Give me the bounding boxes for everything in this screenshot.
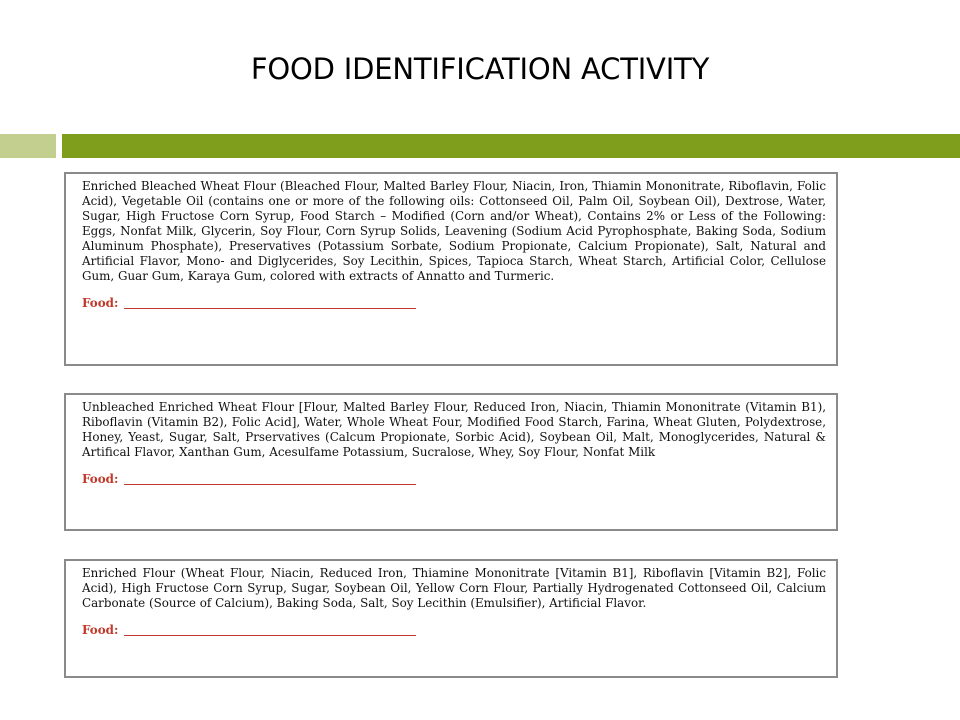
food-answer-blank[interactable] — [124, 484, 416, 485]
food-answer-blank[interactable] — [124, 635, 416, 636]
ingredient-list: Unbleached Enriched Wheat Flour [Flour, Malted Barley Flour, Reduced Iron, Niacin, Thiamin Mononitrate (Vitamin B1), Riboflavin (Vitamin B2), Folic Acid], Water, Whole Wheat Four, Modified Food Starch, Farina, Wheat Gluten, Polydextrose, Honey, Yeast, Sugar, Salt, Prservatives (Calcum Propionate, Sorbic Acid), Soybean Oil, Malt, Monoglycerides, Natural & Artifical Flavor, Xanthan Gum, Acesulfame Potassium, Sucralose, Whey, Soy Flour, Nonfat Milk — [82, 400, 826, 459]
ingredient-card-1 — [64, 172, 838, 366]
food-answer-line — [82, 296, 826, 311]
food-answer-line — [82, 623, 826, 638]
ingredient-list: Enriched Bleached Wheat Flour (Bleached Flour, Malted Barley Flour, Niacin, Iron, Thiamin Mononitrate, Riboflavin, Folic Acid), Vegetable Oil (contains one or more of the following oils: Cottonseed Oil, Palm Oil, Soybean Oil), Dextrose, Water, Sugar, High Fructose Corn Syrup, Food Starch – Modified (Corn and/or Wheat), Contains 2% or Less of the Following: Eggs, Nonfat Milk, Glycerin, Soy Flour, Corn Syrup Solids, Leavening (Sodium Acid Pyrophosphate, Baking Soda, Sodium Aluminum Phosphate), Preservatives (Potassium Sorbate, Sodium Propionate, Calcium Propionate), Salt, Natural and Artificial Flavor, Mono- and Diglycerides, Soy Lecithin, Spices, Tapioca Starch, Wheat Starch, Artificial Color, Cellulose Gum, Guar Gum, Karaya Gum, colored with extracts of Annatto and Turmeric. — [82, 179, 826, 283]
food-label: Food: — [82, 623, 119, 637]
food-answer-line — [82, 472, 826, 487]
food-answer-blank[interactable] — [124, 308, 416, 309]
ingredient-card-2 — [64, 393, 838, 531]
ingredient-card-3 — [64, 559, 838, 678]
slide-title: FOOD IDENTIFICATION ACTIVITY — [250, 52, 710, 86]
accent-bar-dark — [62, 134, 960, 158]
ingredient-list: Enriched Flour (Wheat Flour, Niacin, Reduced Iron, Thiamine Mononitrate [Vitamin B1], Riboflavin [Vitamin B2], Folic Acid), High Fructose Corn Syrup, Sugar, Soybean Oil, Yellow Corn Flour, Partially Hydrogenated Cottonseed Oil, Calcium Carbonate (Source of Calcium), Baking Soda, Salt, Soy Lecithin (Emulsifier), Artificial Flavor. — [82, 566, 826, 610]
food-label: Food: — [82, 472, 119, 486]
food-label: Food: — [82, 296, 119, 310]
accent-bar-light — [0, 134, 56, 158]
